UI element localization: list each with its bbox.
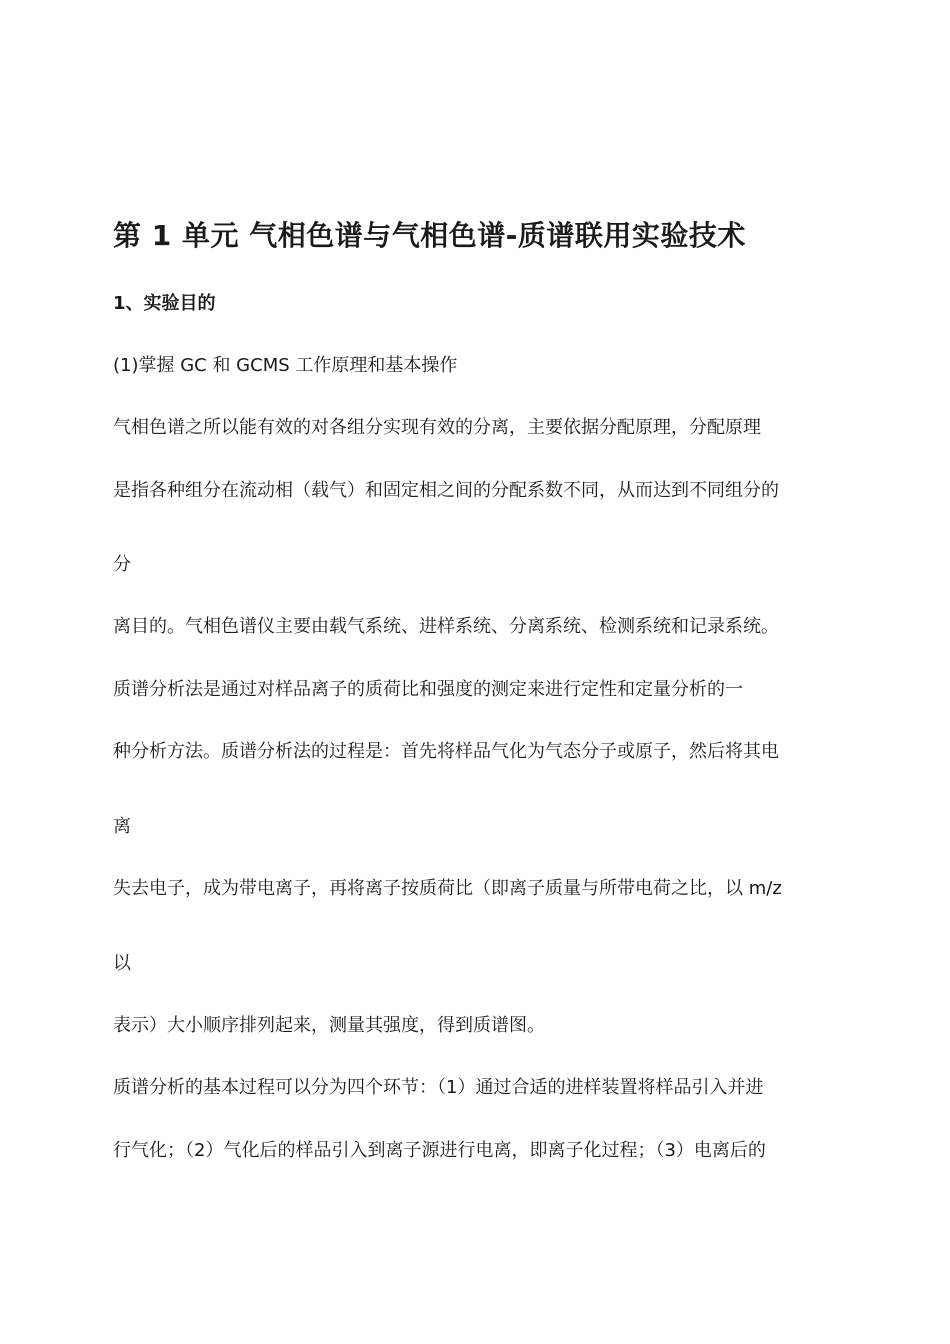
- text-line-7: 种分析方法。质谱分析法的过程是：首先将样品气化为气态分子或原子，然后将其电: [113, 741, 779, 762]
- text-line-9: 失去电子，成为带电离子，再将离子按质荷比（即离子质量与所带电荷之比，以 m/z: [113, 878, 782, 899]
- section-heading: 1、实验目的: [113, 293, 216, 314]
- document-title: 第 1 单元 气相色谱与气相色谱-质谱联用实验技术: [113, 219, 746, 252]
- text-line-10: 以: [113, 953, 131, 974]
- text-line-3: 是指各种组分在流动相（载气）和固定相之间的分配系数不同，从而达到不同组分的: [113, 480, 779, 501]
- text-line-11: 表示）大小顺序排列起来，测量其强度，得到质谱图。: [113, 1015, 545, 1036]
- text-line-4: 分: [113, 554, 131, 575]
- text-line-12: 质谱分析的基本过程可以分为四个环节：（1）通过合适的进样装置将样品引入并进: [113, 1077, 764, 1098]
- text-line-1: (1)掌握 GC 和 GCMS 工作原理和基本操作: [113, 355, 458, 376]
- text-line-13: 行气化；（2）气化后的样品引入到离子源进行电离，即离子化过程；（3）电离后的: [113, 1140, 766, 1161]
- text-line-8: 离: [113, 816, 131, 837]
- text-line-2: 气相色谱之所以能有效的对各组分实现有效的分离，主要依据分配原理，分配原理: [113, 417, 761, 438]
- text-line-5: 离目的。气相色谱仪主要由载气系统、进样系统、分离系统、检测系统和记录系统。: [113, 616, 779, 637]
- text-line-6: 质谱分析法是通过对样品离子的质荷比和强度的测定来进行定性和定量分析的一: [113, 679, 743, 700]
